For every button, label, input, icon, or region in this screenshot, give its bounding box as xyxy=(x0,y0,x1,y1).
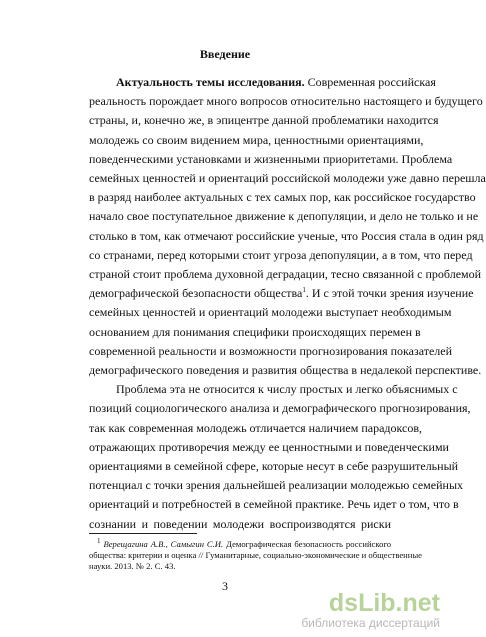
line-text: Современная российская xyxy=(304,75,436,89)
text-line: позиций социологического анализа и демографического прогнозирования, xyxy=(89,401,471,415)
text-line: столько в том, как отмечают российские ученые, что Россия стала в один ряд xyxy=(89,229,484,243)
page-number: 3 xyxy=(222,579,228,593)
footnote-author: Верещагина А.В., Самыгин С.И. xyxy=(103,539,224,549)
footnote-reference: 1 xyxy=(302,286,306,294)
text-line: основанием для понимания специфики происходящих перемен в xyxy=(89,325,421,339)
text-line: Проблема эта не относится к числу простых и легко объяснимых с xyxy=(116,382,458,396)
text-line xyxy=(116,75,436,89)
text-line: потенциал с точки зрения дальнейшей реализации молодежью семейных xyxy=(89,478,464,492)
watermark-tagline: библиотека диссертаций xyxy=(301,616,440,630)
text-line: ориентаций и потребностей в семейной практике. Речь идет о том, что в xyxy=(89,497,459,511)
footnote-separator xyxy=(89,533,197,534)
text-line: страны, и, конечно же, в эпицентре данной проблематики находится xyxy=(89,113,439,127)
text-line: семейных ценностей и ориентаций российской молодежи уже давно перешла xyxy=(89,171,486,185)
watermark xyxy=(301,590,440,630)
footnote-line xyxy=(97,539,391,550)
footnote-mark: 1 xyxy=(97,537,101,546)
text-line: семейных ценностей и ориентаций молодежи выступает необходимым xyxy=(89,305,452,319)
text-line: молодежь со своим видением мира, ценностными ориентациями, xyxy=(89,133,424,147)
footnote-line: науки. 2013. № 2. С. 43. xyxy=(89,561,176,571)
text-line xyxy=(89,286,474,300)
text-line: со странами, перед которыми стоит угроза депопуляции, а в том, что перед xyxy=(89,248,473,262)
text-line: начало свое поступательное движение к депопуляции, и дело не только и не xyxy=(89,209,479,223)
text-line: сознании и поведении молодежи воспроизводятся риски xyxy=(89,517,391,531)
text-line: поведенческими установками и жизненными приоритетами. Проблема xyxy=(89,152,453,166)
text-line: страной стоит проблема духовной деградации, тесно связанной с проблемой xyxy=(89,267,482,281)
line-text: . И с этой точки зрения изучение xyxy=(305,286,474,300)
text-line: так как современная молодежь отличается наличием парадоксов, xyxy=(89,421,423,435)
text-line: отражающих противоречия между ее ценностными и поведенческими xyxy=(89,440,449,454)
text-line: реальность порождает много вопросов относительно настоящего и будущего xyxy=(89,94,483,108)
section-lead: Актуальность темы исследования. xyxy=(116,75,305,89)
footnote-text: Демографическая безопасность российского xyxy=(223,539,392,549)
line-text: демографической безопасности общества xyxy=(89,286,303,300)
watermark-logo: dsLib.net xyxy=(328,589,440,617)
text-line: современной реальности и возможности прогнозирования показателей xyxy=(89,344,453,358)
footnote-line: общества: критерии и оценка // Гуманитарные, социально-экономические и общественные xyxy=(89,550,422,560)
text-line: в разряд наиболее актуальных с тех самых пор, как российское государство xyxy=(89,190,476,204)
text-line: демографического поведения и развития общества в недалекой перспективе. xyxy=(89,363,482,377)
text-line: ориентациями в семейной сфере, которые несут в себе разрушительный xyxy=(89,459,459,473)
page-title: Введение xyxy=(199,47,251,61)
